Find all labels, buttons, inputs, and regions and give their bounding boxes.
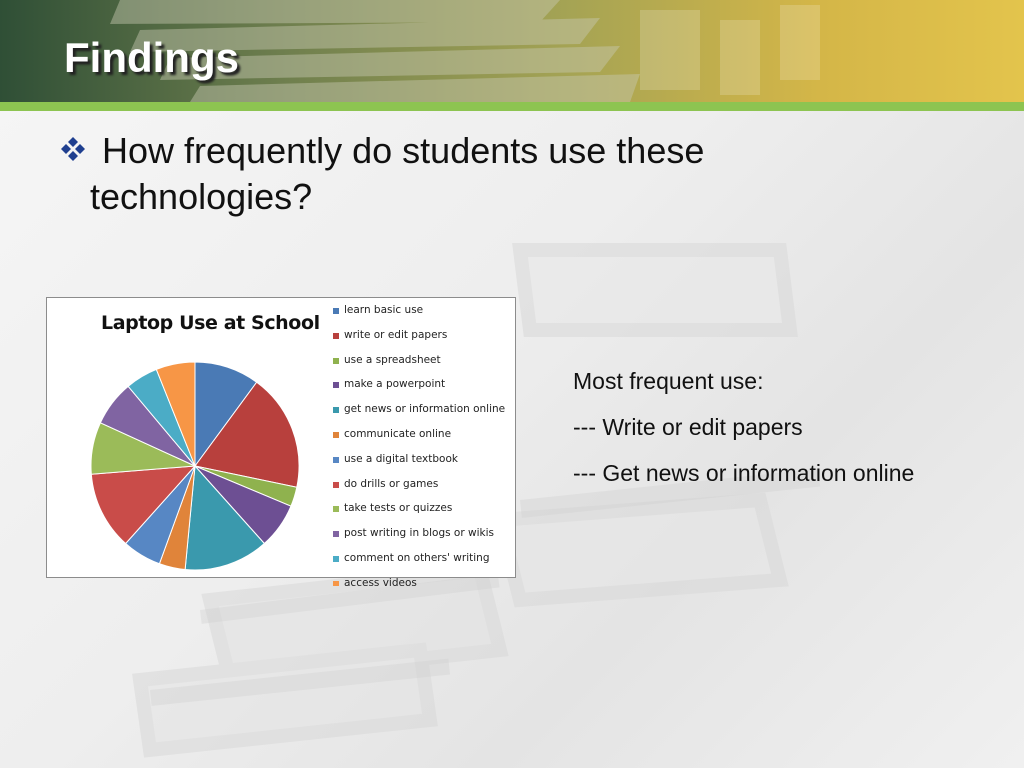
legend-swatch — [333, 432, 339, 438]
legend-swatch — [333, 308, 339, 314]
legend-swatch — [333, 333, 339, 339]
legend-label: use a digital textbook — [344, 452, 458, 465]
chart-title: Laptop Use at School — [101, 312, 320, 334]
header-accent-stripe — [0, 102, 1024, 111]
legend-label: make a powerpoint — [344, 378, 446, 391]
legend-swatch — [333, 457, 339, 463]
legend-swatch — [333, 358, 339, 364]
pie-plot-area — [85, 356, 305, 576]
legend-label: communicate online — [344, 428, 452, 440]
legend-label: take tests or quizzes — [344, 502, 453, 515]
slide-header — [0, 0, 1024, 102]
legend-swatch — [333, 407, 339, 413]
legend-swatch — [333, 581, 339, 586]
legend-label: do drills or games — [344, 477, 439, 490]
legend-label: access videos — [344, 576, 417, 586]
slide-title: Findings — [64, 34, 239, 81]
note-item: --- Write or edit papers — [573, 414, 803, 440]
legend-swatch — [333, 506, 339, 512]
legend-swatch — [333, 531, 339, 537]
legend-swatch — [333, 556, 339, 562]
legend-swatch — [333, 382, 339, 388]
legend-swatch — [333, 482, 339, 488]
legend-label: learn basic use — [344, 304, 424, 316]
pie-chart — [46, 297, 516, 586]
chart-legend — [333, 304, 513, 586]
bullet-text: How frequently do students use these technologies? — [90, 130, 705, 217]
legend-label: get news or information online — [344, 403, 506, 416]
note-item: --- Get news or information online — [573, 460, 915, 486]
legend-label: post writing in blogs or wikis — [344, 527, 494, 540]
legend-label: comment on others' writing — [344, 552, 490, 564]
diamond-bullet-icon — [58, 134, 88, 164]
notes-heading: Most frequent use: — [573, 368, 764, 394]
legend-label: use a spreadsheet — [344, 353, 441, 366]
legend-label: write or edit papers — [344, 328, 448, 341]
findings-notes — [573, 367, 993, 505]
